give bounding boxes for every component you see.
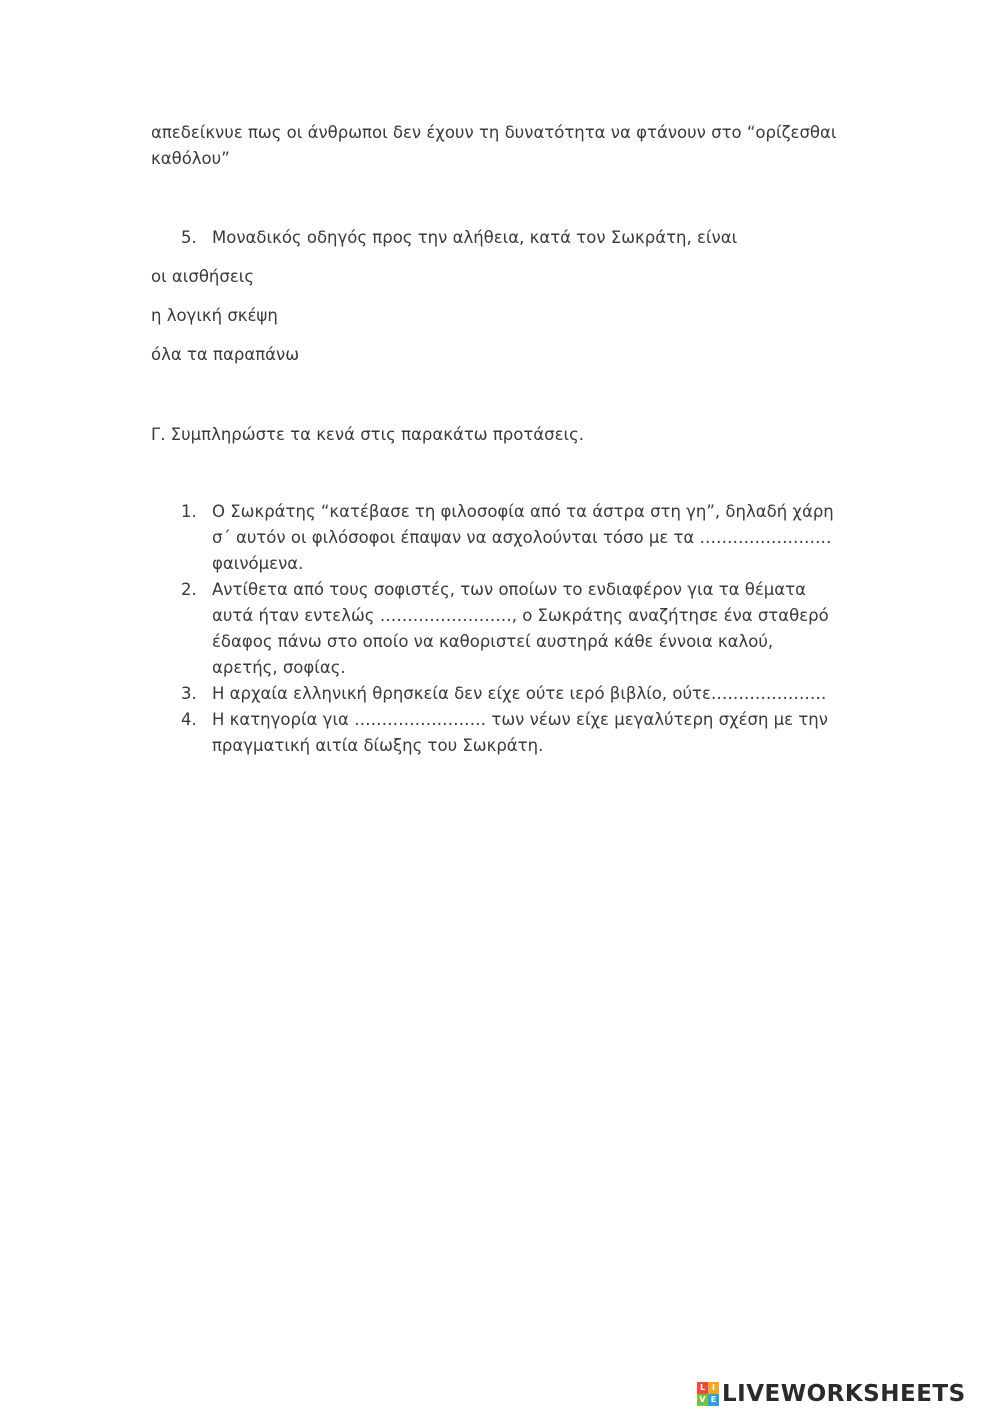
list-item-number: 4. [181,710,197,729]
list-item-text[interactable]: Η κατηγορία για …………………… των νέων είχε μεγαλύτερη σχέση με την πραγματική αιτία δίωξης του Σωκράτη. [212,710,828,755]
question-5-number: 5. [181,228,197,247]
list-item [181,499,841,577]
option-logical-thinking[interactable]: η λογική σκέψη [151,306,278,325]
question-5 [181,225,821,251]
question-5-text: Μοναδικός οδηγός προς την αλήθεια, κατά τον Σωκράτη, είναι [212,228,738,247]
section-heading: Γ. Συμπληρώστε τα κενά στις παρακάτω προτάσεις. [151,425,585,444]
logo-mark-icon [697,1382,719,1406]
list-item-number: 1. [181,502,197,521]
list-item [181,577,841,681]
list-item-number: 2. [181,580,197,599]
list-item [181,681,841,707]
option-senses[interactable]: οι αισθήσεις [151,267,255,286]
list-item-text[interactable]: Η αρχαία ελληνική θρησκεία δεν είχε ούτε ιερό βιβλίο, ούτε………………… [212,684,827,703]
logo-mark-letter: E [708,1394,719,1406]
option-all-of-above[interactable]: όλα τα παραπάνω [151,345,300,364]
logo-mark-letter: I [708,1382,719,1394]
intro-text: απεδείκνυε πως οι άνθρωποι δεν έχουν τη δυνατότητα να φτάνουν στο “ορίζεσθαι καθόλου” [151,123,837,168]
logo-text: LIVEWORKSHEETS [722,1381,966,1407]
fill-blanks-list [181,499,841,759]
logo-mark-letter: V [697,1394,708,1406]
list-item-text[interactable]: Αντίθετα από τους σοφιστές, των οποίων το ενδιαφέρον για τα θέματα αυτά ήταν εντελώς ……………………, ο Σωκράτης αναζήτησε ένα σταθερό έδαφος πάνω στο οποίο να καθοριστεί αυστηρά κάθε έννοια καλού, αρετής, σοφίας. [212,580,829,677]
liveworksheets-logo [697,1380,966,1408]
list-item-number: 3. [181,684,197,703]
list-item [181,707,841,759]
logo-mark-letter: L [697,1382,708,1394]
list-item-text[interactable]: Ο Σωκράτης “κατέβασε τη φιλοσοφία από τα άστρα στη γη”, δηλαδή χάρη σ΄ αυτόν οι φιλόσοφοι έπαψαν να ασχολούνται τόσο με τα …………………… φαινόμενα. [212,502,834,573]
